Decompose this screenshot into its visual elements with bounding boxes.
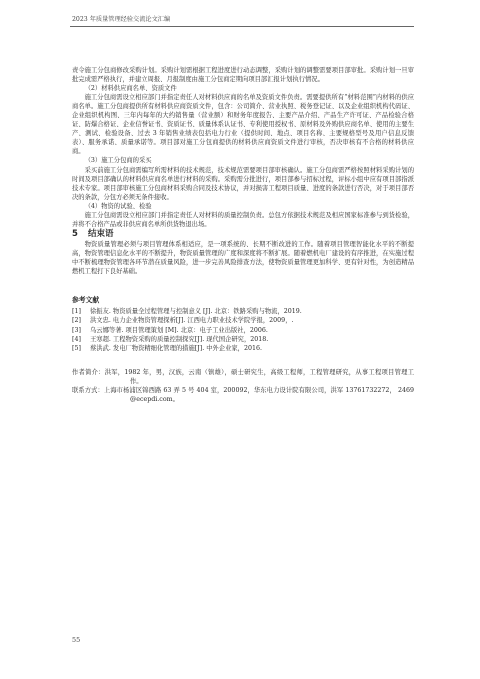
reference-label: [4] bbox=[72, 335, 81, 343]
section-title: 结束语 bbox=[88, 228, 114, 239]
subheading-supplier-list: （2）材料供应商名单、资质文件 bbox=[84, 85, 177, 93]
reference-label: [3] bbox=[72, 326, 81, 334]
subheading-procurement: （3）施工分包商的采买 bbox=[84, 157, 152, 165]
reference-text: 乌云娜等著. 项目管理策划 [M]. 北京：电子工业出版社，2006. bbox=[90, 326, 268, 334]
paragraph-supplier-list: 施工分包商需设立相应部门并指定责任人对材料供应商的名单及资质文件负责。需要提供所有“材料范围”内材料的供应商名单。施工分包商提供所有材料供应商资质文件，包含：公司简介、营业执照、税务登记证、以及企业组织机构代码证、企业组织机构图、三年内每年的大约销售量（营业额）和财务年度报告、主要产品介绍、产品生产许可证、产品检验合格证、防爆合格证、企业信誉证书、资质证书、质量体系认证书、专利使用授权书、原材料及外购供应商名单、使用的主要生产、测试、检验设备、过去 3 年销售业绩表包括电力行业（提供时间、地点、项目名称、主要规格型号及用户信息反馈表）、服务承诺、质量承诺等。项目部对施工分包商提供的材料供应商资质文件进行审核，否决审核有不合格的材料供应商。 bbox=[72, 94, 414, 156]
author-note bbox=[72, 368, 414, 405]
paragraph-procurement: 采买前施工分包商需编写所需材料的技术规范，技术规范需要项目部审核确认。施工分包商需严格按照材料采购计划的时间及项目部确认的材料供应商名单进行材料的采购。采购需分批进行，项目部参与招标过程，评标小组中应有项目部指派技术专家。项目部审核施工分包商材料采购合同及技术协议，并对损害工程项目质量、进度的条款进行否决，对于项目部否决的条款，分包方必须无条件接收。 bbox=[72, 166, 414, 201]
reference-item bbox=[72, 344, 414, 353]
reference-text: 徐振友. 物资质量全过程管理与控制意义 [J]. 北京：铁路采购与物流，2019. bbox=[90, 308, 302, 316]
reference-item bbox=[72, 335, 414, 344]
body-text bbox=[72, 66, 414, 405]
running-header: 2023 年质量管理经验交流论文汇编 bbox=[72, 16, 171, 23]
page-number: 55 bbox=[72, 636, 81, 644]
reference-label: [5] bbox=[72, 345, 81, 353]
reference-item bbox=[72, 307, 414, 316]
section-number: 5 bbox=[72, 228, 78, 239]
paragraph-inspection: 施工分包商需设立相应部门并指定责任人对材料的质量控制负责。总包方依据技术规范及相应国家标准参与到货检验，并将不合格产品或非供应商名单所供货物退出场。 bbox=[72, 211, 414, 228]
reference-label: [1] bbox=[72, 308, 81, 316]
references-title: 参考文献 bbox=[72, 296, 100, 305]
header-rule bbox=[70, 26, 414, 27]
section-heading bbox=[72, 229, 414, 240]
author-contact: 联系方式：上海市杨浦区锦西路 63 弄 5 号 404 室，200092，华东电力设计院有限公司，洪军 13761732272， 2469@ecepdi.com。 bbox=[72, 387, 414, 404]
references-list bbox=[72, 307, 414, 353]
reference-label: [2] bbox=[72, 317, 81, 325]
subheading-inspection: （4）物资的试验、检验 bbox=[84, 202, 152, 210]
reference-text: 王寒超. 工程物资采购的质量控制探究[J]. 现代国企研究，2018. bbox=[90, 335, 269, 343]
author-bio: 作者简介：洪军，1982 年，男，汉族，云南（镇雄），硕士研究生，高级工程师，工程管理研究，从事工程项目管理工作。 bbox=[72, 368, 414, 385]
reference-item bbox=[72, 326, 414, 335]
reference-item bbox=[72, 316, 414, 325]
paragraph-conclusion: 物资质量管理必须与项目管理体系相适应，是一项系统的、长期不断改进的工作。随着项目管理智能化水平的不断提高，物资管理信息化水平的不断提升，物资质量管理的广度和深度将不断扩展。随着燃机电厂建设的有序推进，在实施过程中不断梳理物资管理各环节潜在质量风险，进一步完善风险排查方法，使物资质量管理更加科学、更有针对性，为创造精品燃机工程打下良好基础。 bbox=[72, 240, 414, 275]
reference-text: 蔡洪武. 发电厂物资精细化管理的措施[J]. 中外企业家，2016. bbox=[90, 345, 263, 353]
reference-text: 洪文忠. 电力企业物资管理探析[J]. 江西电力职业技术学院学报，2009，. bbox=[90, 317, 294, 325]
paragraph-intro: 责令施工分包商修改采购计划。采购计划需根据工程进度进行动态调整，采购计划的调整需要项目部审批。采购计划一旦审批完成需严格执行，并建立周报、月报制度由施工分包商定期向项目部汇报计划执行情况。 bbox=[72, 67, 414, 84]
